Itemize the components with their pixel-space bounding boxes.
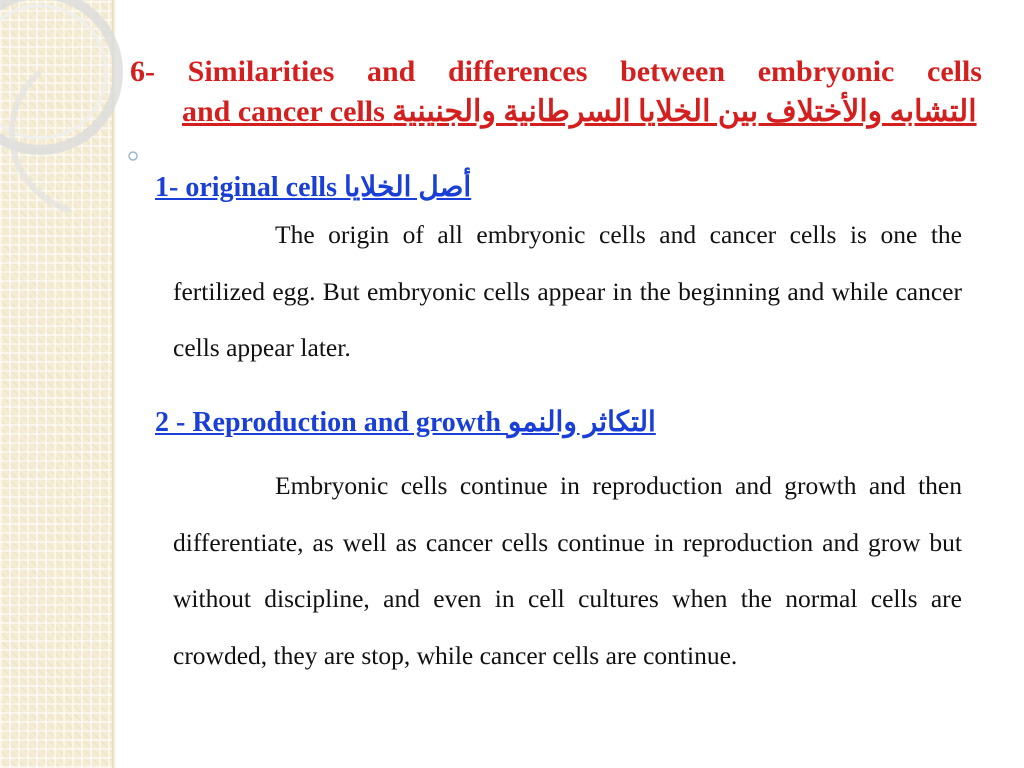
title-line-1 bbox=[130, 52, 982, 92]
decorative-side-strip bbox=[0, 0, 112, 768]
title-word: differences bbox=[448, 55, 588, 88]
section-body-reproduction-growth: Embryonic cells continue in reproduction and growth and then differentiate, as well as cancer cells continue in reproduction and grow but without discipline, and even in cell cultures when the normal cells are crowded, they are stop, while cancer cells are continue. bbox=[173, 471, 962, 670]
title-word: cells bbox=[927, 55, 982, 88]
title-line-2: and cancer cells التشابه والأختلاف بين الخلايا السرطانية والجنينية bbox=[182, 95, 977, 128]
title-word: embryonic bbox=[757, 55, 895, 88]
section-body-original-cells: The origin of all embryonic cells and cancer cells is one the fertilized egg. But embryonic cells appear in the beginning and while cancer cells appear later. bbox=[173, 220, 962, 362]
title-word: 6- bbox=[130, 55, 155, 88]
slide-title bbox=[130, 52, 982, 132]
title-word: Similarities bbox=[187, 55, 335, 88]
title-word: and bbox=[366, 55, 416, 88]
title-word: between bbox=[620, 55, 726, 88]
side-strip-edge bbox=[112, 0, 116, 768]
section-heading-reproduction-growth: 2 - Reproduction and growth التكاثر والنمو bbox=[155, 407, 656, 438]
section-heading-original-cells: 1- original cells أصل الخلايا bbox=[155, 172, 472, 203]
